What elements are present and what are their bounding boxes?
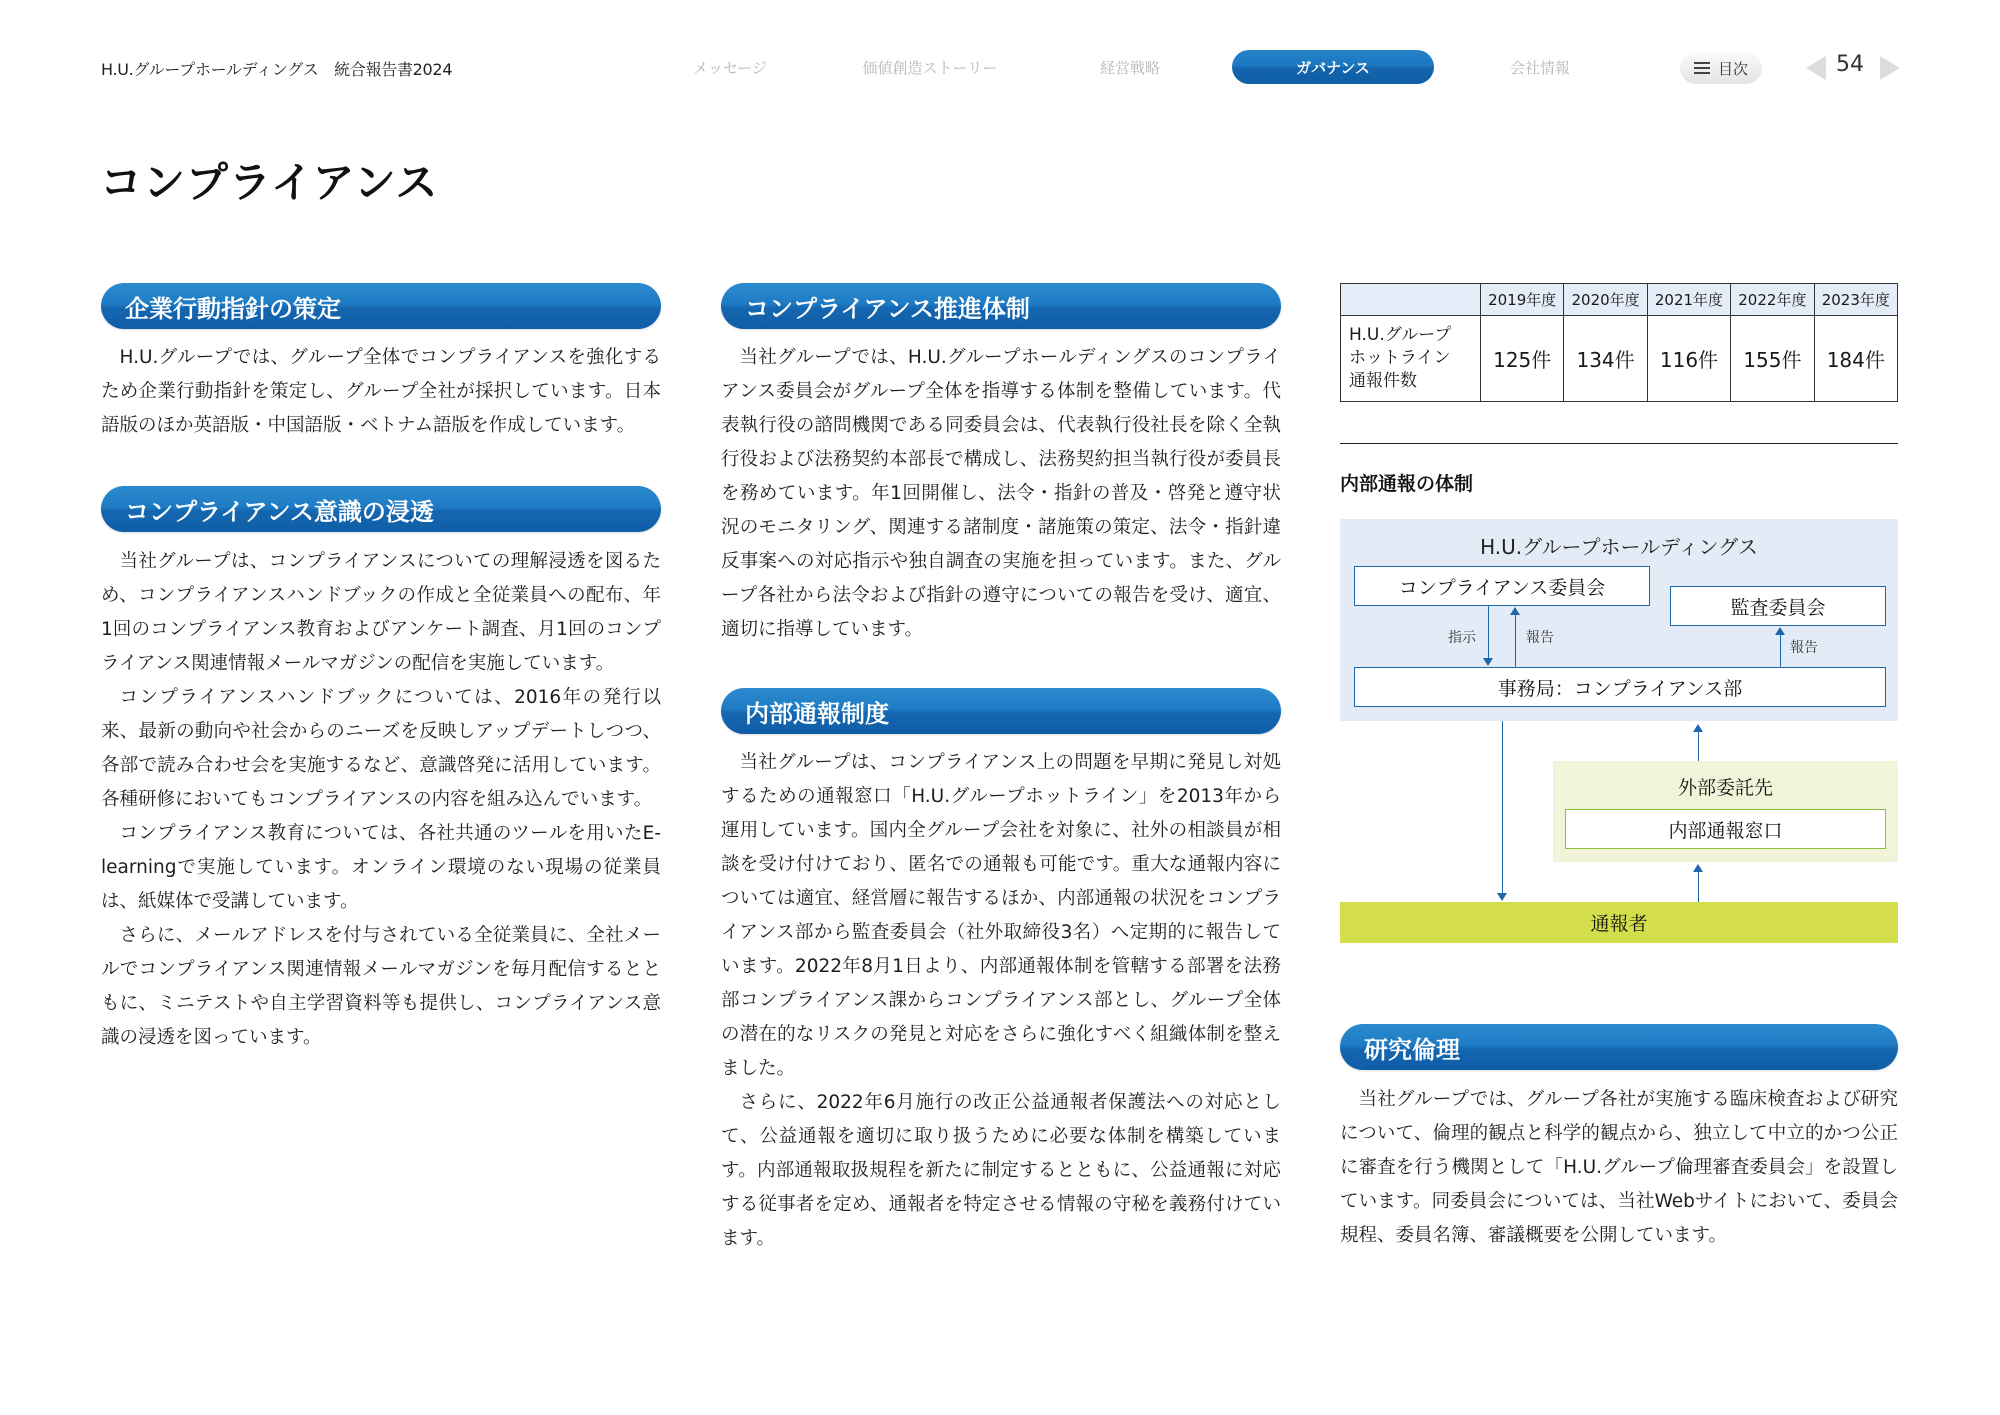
paragraph: さらに、2022年6月施行の改正公益通報者保護法への対応として、公益通報を適切に取り扱うために必要な体制を構築しています。内部通報取扱規程を新たに制定するとともに、公益通報に対応する従事者を定め、通報者を特定させる情報の守秘を義務付けています。 [721,1092,1281,1249]
arrow-up-icon [1693,724,1703,732]
table-row-label [1341,316,1481,402]
nav-tab-message[interactable]: メッセージ [692,58,768,77]
external-contractor-area [1553,761,1898,862]
paragraph: さらに、メールアドレスを付与されている全従業員に、全社メールでコンプライアンス関連情報メールマガジンを毎月配信するとともに、ミニテストや自主学習資料等も提供し、コンプライアンス意識の浸透を図っています。 [101,925,661,1048]
paragraph: 当社グループは、コンプライアンスについての理解浸透を図るため、コンプライアンスハンドブックの作成と全従業員への配布、年1回のコンプライアンス教育およびアンケート調査、月1回のコンプライアンス関連情報メールマガジンの配信を実施しています。 [101,551,661,674]
table-header-blank [1341,284,1481,316]
section-heading-whistleblowing: 内部通報制度 [721,688,1281,734]
arrow-up-icon [1693,864,1703,872]
table-header-cell: 2021年度 [1647,284,1730,316]
nav-tab-company-info[interactable]: 会社情報 [1509,58,1570,77]
paragraph: コンプライアンスハンドブックについては、2016年の発行以来、最新の動向や社会からのニーズを反映しアップデートしつつ、各部で読み合わせ会を実施するなど、意識啓発に活用しています。各種研修においてもコンプライアンスの内容を組み込んでいます。 [101,687,661,810]
compliance-committee-box: コンプライアンス委員会 [1354,566,1650,606]
arrow-down-icon [1497,893,1507,901]
table-cell: 184件 [1814,316,1897,402]
secretariat-box: 事務局：コンプライアンス部 [1354,667,1886,707]
feedback-line [1502,721,1503,895]
diagram-title: 内部通報の体制 [1340,473,1474,495]
paragraph: 当社グループでは、H.U.グループホールディングスのコンプライアンス委員会がグループ全体を指導する体制を整備しています。代表執行役の諮問機関である同委員会は、代表執行役社長を除く全執行役および法務契約本部長で構成し、法務契約担当執行役が委員長を務めています。年1回開催し、法令・指針の普及・啓発と遵守状況のモニタリング、関連する諸制度・諸施策の策定、法令・指針違反事案への対応指示や独自調査の実施を担っています。また、グループ各社から法令および指針の遵守についての報告を受け、適宜、適切に指導しています。 [721,347,1281,640]
nav-tab-value-creation[interactable]: 価値創造ストーリー [862,58,998,77]
prev-page-icon[interactable] [1806,56,1826,80]
menu-icon [1694,62,1710,74]
section-body-research-ethics [1340,1083,1898,1253]
arrow-up-icon [1510,607,1520,615]
external-report-line [1698,731,1699,761]
section-body-code-of-conduct [101,341,661,443]
hotline-reports-table [1340,283,1898,402]
table-header-cell: 2020年度 [1564,284,1647,316]
page-title: コンプライアンス [100,158,439,207]
table-cell: 134件 [1564,316,1647,402]
table-row [1341,316,1898,402]
paragraph: コンプライアンス教育については、各社共通のツールを用いたE-learningで実施しています。オンライン環境のない現場の従業員は、紙媒体で受講しています。 [101,823,661,912]
paragraph: 当社グループは、コンプライアンス上の問題を早期に発見し対処するための通報窓口「H.U.グループホットライン」を2013年から運用しています。国内全グループ会社を対象に、社外の相談員が相談を受け付けており、匿名での通報も可能です。重大な通報内容については適宜、経営層に報告するほか、内部通報の状況をコンプライアンス部から監査委員会（社外取締役3名）へ定期的に報告しています。2022年8月1日より、内部通報体制を管轄する部署を法務部コンプライアンス課からコンプライアンス部とし、グループ全体の潜在的なリスクの発見と対応をさらに強化すべく組織体制を整えました。 [721,752,1281,1079]
arrow-down-icon [1483,658,1493,666]
paragraph: 当社グループでは、グループ各社が実施する臨床検査および研究について、倫理的観点と科学的観点から、独立して中立的かつ公正に審査を行う機関として「H.U.グループ倫理審査委員会」を設置しています。同委員会については、当社Webサイトにおいて、委員会規程、委員名簿、審議概要を公開しています。 [1340,1089,1898,1246]
section-heading-research-ethics: 研究倫理 [1340,1024,1898,1070]
instruct-line [1488,606,1489,660]
toc-button[interactable] [1680,52,1762,84]
nav-tab-strategy[interactable]: 経営戦略 [1099,58,1160,77]
arrow-up-icon [1775,627,1785,635]
section-heading-code-of-conduct: 企業行動指針の策定 [101,283,661,329]
section-heading-promotion-system: コンプライアンス推進体制 [721,283,1281,329]
row-label-line: ホットライン [1349,348,1451,368]
table-header-cell: 2023年度 [1814,284,1897,316]
paragraph: H.U.グループでは、グループ全体でコンプライアンスを強化するため企業行動指針を策定し、グループ全社が採択しています。日本語版のほか英語版・中国語版・ベトナム語版を作成しています。 [101,347,661,436]
section-body-awareness [101,545,661,1055]
report-line [1515,614,1516,667]
report-label: 報告 [1526,630,1554,646]
table-cell: 125件 [1481,316,1564,402]
report-audit-label: 報告 [1790,640,1818,656]
section-body-promotion-system [721,341,1281,647]
table-header-cell: 2019年度 [1481,284,1564,316]
section-heading-awareness: コンプライアンス意識の浸透 [101,486,661,532]
document-title: H.U.グループホールディングス 統合報告書2024 [101,60,453,79]
nav-tab-governance[interactable]: ガバナンス [1232,50,1434,84]
table-header-row [1341,284,1898,316]
table-cell: 116件 [1647,316,1730,402]
row-label-line: H.U.グループ [1349,325,1452,345]
section-body-whistleblowing [721,746,1281,1256]
divider [1340,443,1898,444]
reporter-box: 通報者 [1340,902,1898,943]
reporter-line [1698,871,1699,902]
table-cell: 155件 [1731,316,1814,402]
instruct-label: 指示 [1448,630,1476,646]
row-label-line: 通報件数 [1349,371,1417,391]
toc-label: 目次 [1717,59,1748,78]
next-page-icon[interactable] [1880,56,1900,80]
page-number: 54 [1836,52,1864,77]
report-audit-line [1780,634,1781,667]
table-header-cell: 2022年度 [1731,284,1814,316]
external-contractor-label: 外部委託先 [1677,777,1773,799]
hotline-window-box: 内部通報窓口 [1565,809,1886,849]
audit-committee-box: 監査委員会 [1670,586,1886,626]
holding-company-label: H.U.グループホールディングス [1480,535,1758,559]
